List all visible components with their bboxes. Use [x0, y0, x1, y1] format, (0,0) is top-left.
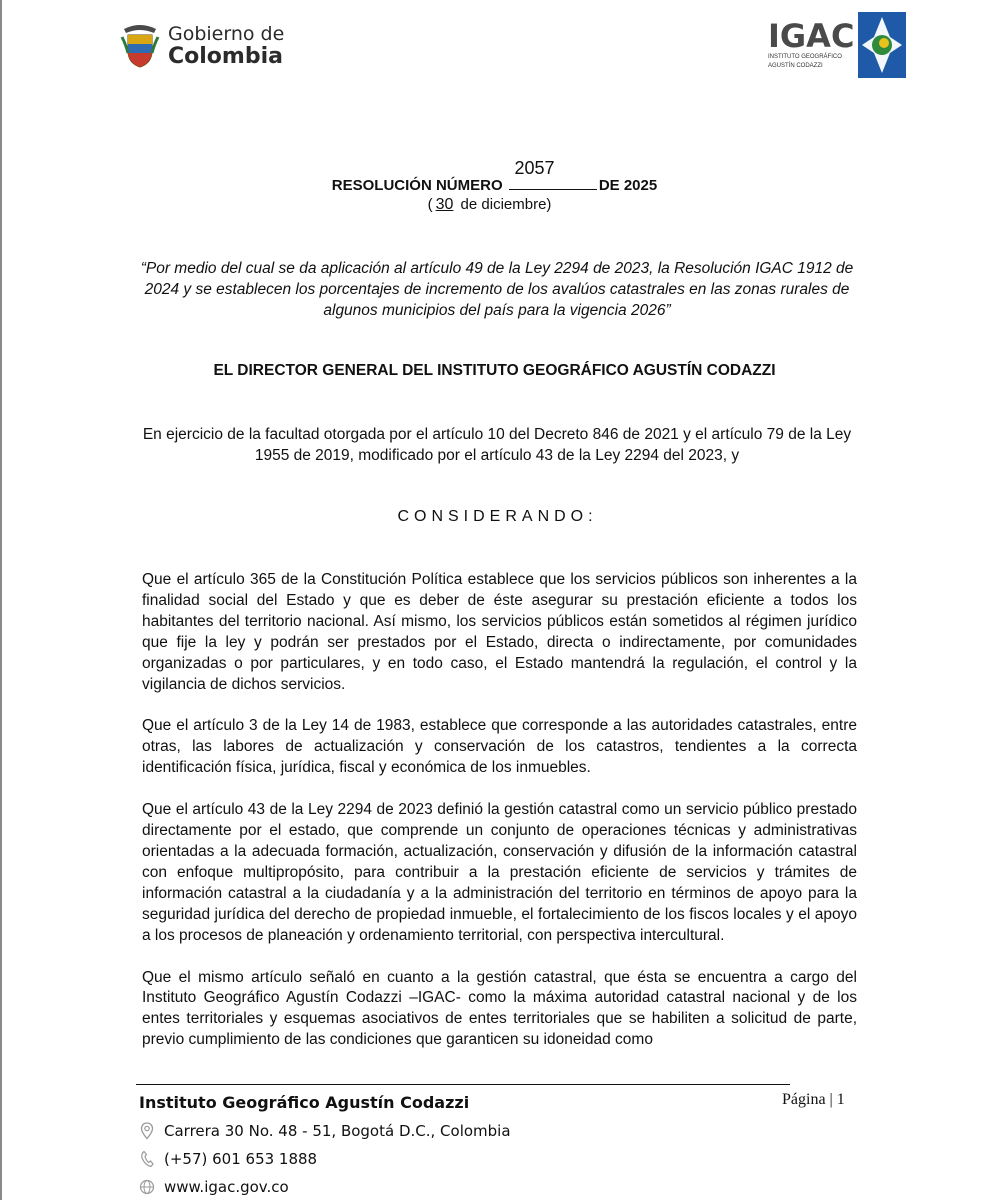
gobierno-de-colombia-logo	[120, 22, 284, 70]
igac-logo-word: IGAC	[768, 17, 855, 56]
consideration-paragraph: Que el mismo artículo señaló en cuanto a la gestión catastral, que ésta se encuentra a cargo del Instituto Geográfico Agustín Codazzi –IGAC- como la máxima autoridad catastral nacional y de los entes territoriales y esquemas asociativos de entes territoriales que se habiliten a solicitud de parte, previo cumplimiento de las condiciones que garanticen su idoneidad como	[142, 968, 857, 1049]
footer-address	[138, 1119, 511, 1143]
phone-text: (+57) 601 653 1888	[164, 1150, 318, 1168]
resolution-number-handwritten: 2057	[514, 158, 555, 178]
location-pin-icon	[138, 1121, 156, 1141]
igac-logo	[768, 12, 906, 78]
igac-compass-icon	[858, 12, 906, 78]
consideration-paragraph: Que el artículo 3 de la Ley 14 de 1983, establece que corresponde a las autoridades catastrales, entre otras, las labores de actualización y conservación de los catastros, tendientes a la correcta identificación física, jurídica, fiscal y económica de los inmuebles.	[142, 717, 857, 777]
consideration-paragraph: Que el artículo 365 de la Constitución Política establece que los servicios públicos son inherentes a la finalidad social del Estado y que es deber de éste asegurar su prestación eficiente a todos los habitantes del territorio nacional. Así mismo, los servicios públicos están sometidos al régimen jurídico que fije la ley y podrán ser prestados por el Estado, directa o indirectamente, por comunidades organizadas o por particulares, y en todo caso, el Estado mantendrá la regulación, el control y la vigilancia de dichos servicios.	[142, 571, 857, 693]
resolution-title	[0, 176, 989, 194]
address-text: Carrera 30 No. 48 - 51, Bogotá D.C., Colombia	[164, 1122, 511, 1140]
coat-of-arms-icon	[120, 23, 160, 69]
footer-website[interactable]	[138, 1175, 289, 1199]
date-day: 30	[435, 196, 454, 213]
considerando-heading: CONSIDERANDO:	[397, 508, 598, 525]
date-open-paren: (	[427, 196, 433, 213]
page-number	[782, 1091, 845, 1109]
globe-icon	[138, 1177, 156, 1197]
footer-phone	[138, 1147, 317, 1171]
igac-logo-sub2: AGUSTÍN CODAZZI	[768, 63, 823, 69]
director-heading: EL DIRECTOR GENERAL DEL INSTITUTO GEOGRÁFICO AGUSTÍN CODAZZI	[213, 362, 776, 379]
consideration-paragraph: Que el artículo 43 de la Ley 2294 de 2023 definió la gestión catastral como un servicio público prestado directamente por el estado, que comprende un conjunto de operaciones técnicas y administrativas orientadas a la adecuada formación, actualización, conservación y difusión de la información catastral con enfoque multipropósito, para contribuir a la prestación eficiente de servicios y trámites de información catastral a la ciudadanía y a la administración del territorio en términos de apoyo para la seguridad jurídica del derecho de propiedad inmueble, el fortalecimiento de los fiscos locales y el apoyo a los procesos de planeación y ordenamiento territorial, con perspectiva intercultural.	[142, 801, 857, 944]
page-separator: |	[829, 1091, 833, 1108]
page-num: 1	[836, 1091, 845, 1108]
resolution-number-blank	[509, 176, 597, 190]
considerations-body	[142, 570, 857, 1072]
gov-logo-line1: Gobierno de	[168, 22, 285, 45]
date-month: de diciembre)	[460, 196, 552, 213]
gov-logo-line2: Colombia	[168, 43, 283, 69]
resolution-year: DE 2025	[598, 177, 658, 194]
footer-organization: Instituto Geográfico Agustín Codazzi	[139, 1093, 470, 1112]
phone-icon	[138, 1149, 156, 1169]
resolution-epigraph: “Por medio del cual se da aplicación al artículo 49 de la Ley 2294 de 2023, la Resolución IGAC 1912 de 2024 y se establecen los porcentajes de incremento de los avalúos catastrales en las zonas rurales de algunos municipios del país para la vigencia 2026”	[140, 260, 854, 319]
igac-logo-sub1: INSTITUTO GEOGRÁFICO	[768, 54, 842, 61]
footer-divider	[136, 1084, 790, 1085]
resolution-label: RESOLUCIÓN NÚMERO	[331, 177, 503, 194]
website-link[interactable]: www.igac.gov.co	[164, 1178, 289, 1196]
authority-paragraph: En ejercicio de la facultad otorgada por el artículo 10 del Decreto 846 de 2021 y el artículo 79 de la Ley 1955 de 2019, modificado por el artículo 43 de la Ley 2294 del 2023, y	[142, 426, 852, 464]
page-word: Página	[782, 1091, 826, 1108]
resolution-date	[0, 196, 989, 214]
